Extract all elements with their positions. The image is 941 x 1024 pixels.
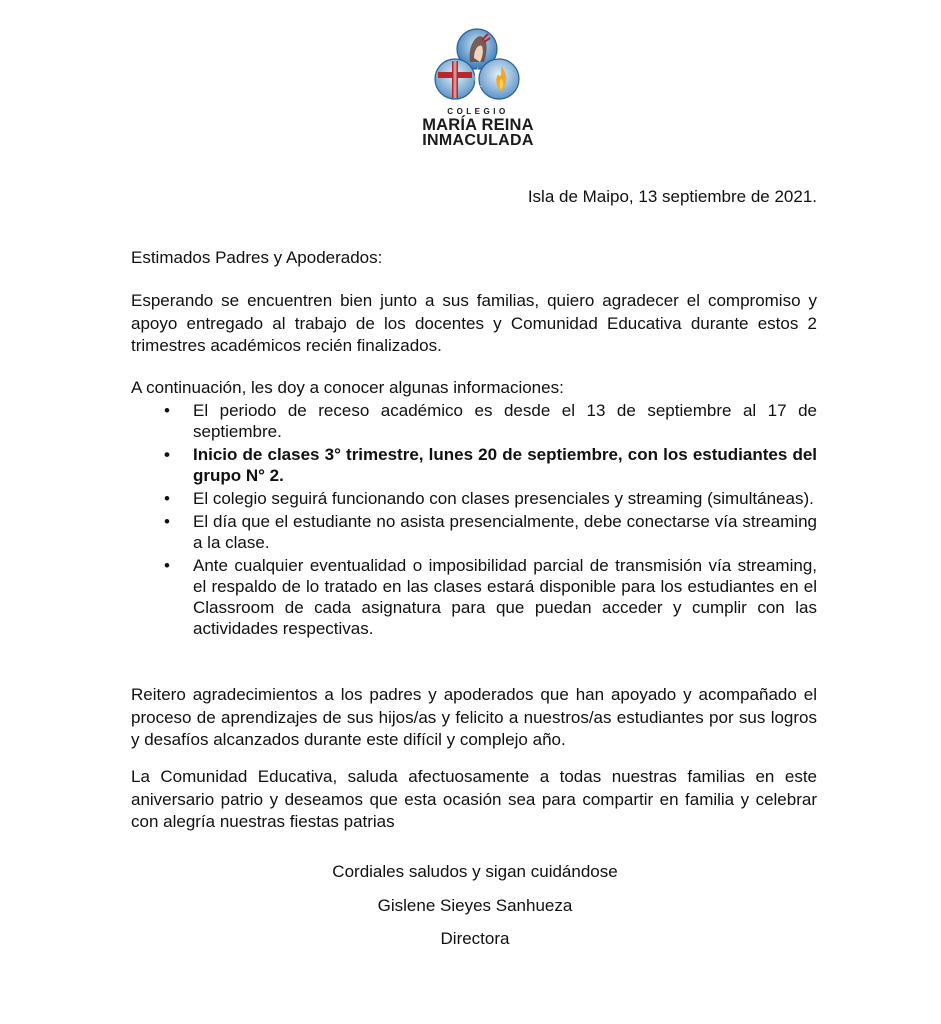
bullet-text: El periodo de receso académico es desde el 13 de septiembre al 17 de septiembre. <box>193 401 817 441</box>
bullet-text: Ante cualquier eventualidad o imposibilidad parcial de transmisión vía streaming, el respaldo de lo tratado en las clases estará disponible para los estudiantes en el Classroom de cada asignatura para que puedan acceder y cumplir con las actividades respectivas. <box>193 556 817 638</box>
logo-emblem-icon <box>408 28 548 110</box>
bullet-text: El día que el estudiante no asista presencialmente, debe conectarse vía streaming a la clase. <box>193 512 817 552</box>
bullet-icon: • <box>164 445 170 464</box>
bullet-item <box>131 444 817 486</box>
logo-colegio-text: COLEGIO <box>447 107 509 116</box>
paragraph-thanks: Esperando se encuentren bien junto a sus familias, quiero agradecer el compromiso y apoyo entregado al trabajo de los docentes y Comunidad Educativa durante estos 2 trimestres académicos recién finalizados. <box>131 291 817 355</box>
bullet-text: Inicio de clases 3° trimestre, lunes 20 de septiembre, con los estudiantes del grupo N° 2. <box>193 445 817 485</box>
signer-name: Gislene Sieyes Sanhueza <box>377 896 573 915</box>
bullet-item <box>131 555 817 639</box>
bullet-icon: • <box>164 556 170 575</box>
bullet-icon: • <box>164 489 170 508</box>
bullet-icon: • <box>164 512 170 531</box>
info-intro: A continuación, les doy a conocer algunas informaciones: <box>131 378 564 397</box>
closing-line: Cordiales saludos y sigan cuidándose <box>332 862 618 881</box>
bullet-item <box>131 511 817 553</box>
bullet-icon: • <box>164 401 170 420</box>
logo-school-name-line2: INMACULADA <box>422 132 534 149</box>
signer-title: Directora <box>440 929 510 948</box>
paragraph-greetings: La Comunidad Educativa, saluda afectuosamente a todas nuestras familias en este aniversario patrio y deseamos que esta ocasión sea para compartir en familia y celebrar con alegría nuestras fiestas patrias <box>131 767 817 831</box>
logo-school-name: MARÍA REINA <box>422 116 534 134</box>
bullet-item <box>131 400 817 442</box>
paragraph-acknowledgement: Reitero agradecimientos a los padres y apoderados que han apoyado y acompañado el proceso de aprendizajes de sus hijos/as y felicito a nuestros/as estudiantes por sus logros y desafíos alcanzados durante este difícil y complejo año. <box>131 685 817 749</box>
letter-date: Isla de Maipo, 13 septiembre de 2021. <box>527 187 817 206</box>
bullet-item <box>131 488 817 509</box>
info-bullet-list <box>131 400 817 641</box>
school-logo <box>408 28 548 153</box>
greeting: Estimados Padres y Apoderados: <box>131 248 383 267</box>
bullet-text: El colegio seguirá funcionando con clases presenciales y streaming (simultáneas). <box>193 489 814 508</box>
